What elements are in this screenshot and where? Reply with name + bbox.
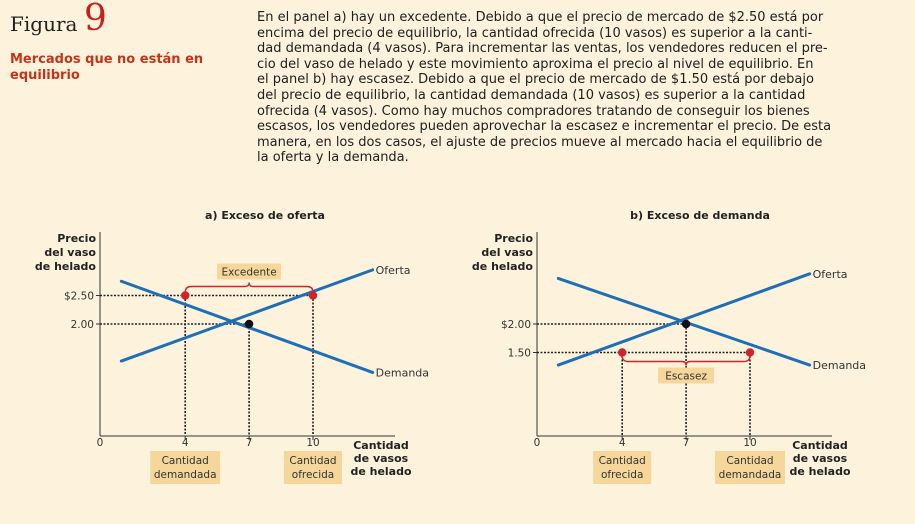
x-tick-label: 0 (96, 437, 104, 449)
y-axis-label: Precio (494, 232, 533, 245)
supply-label: Oferta (375, 263, 411, 277)
y-axis-label: del vaso (44, 246, 96, 259)
caption-line: En el panel a) hay un excedente. Debido a que el precio de mercado de $2.50 está por (257, 10, 824, 25)
x-axis-label: Cantidad (792, 439, 848, 452)
demand-label: Demanda (812, 359, 867, 373)
quantity-box-label: Cantidad (161, 455, 209, 467)
x-tick-label: 0 (533, 437, 541, 449)
x-tick-label: 4 (618, 437, 626, 449)
x-axis-label: de helado (789, 465, 851, 478)
x-tick-label: 7 (245, 437, 253, 449)
caption-line: dad demandada (4 vasos). Para incrementar las ventas, los vendedores reducen el pre- (257, 41, 828, 57)
equilibrium-point (682, 320, 690, 328)
x-axis-label: Cantidad (353, 439, 409, 452)
market-point (309, 291, 317, 299)
figure-subtitle-line: equilibrio (10, 68, 80, 83)
chart-title: a) Exceso de oferta (205, 209, 325, 222)
y-tick-label: 1.50 (507, 347, 531, 360)
gap-label: Escasez (665, 370, 707, 383)
caption-line: ofrecida (4 vasos). Como hay muchos compradores tratando de conseguir los bienes (257, 103, 810, 119)
quantity-box-label: Cantidad (289, 455, 337, 467)
caption-line: escasos, los vendedores pueden aprovechar la escasez e incrementar el precio. De esta (257, 119, 832, 135)
gap-bracket (185, 283, 313, 293)
x-tick-label: 7 (682, 437, 690, 449)
y-tick-label: $2.00 (500, 319, 531, 331)
gap-label: Excedente (221, 266, 277, 279)
x-tick-label: 10 (743, 437, 757, 449)
quantity-box-label: Cantidad (726, 455, 774, 467)
figure-subtitle-line: Mercados que no están en (10, 52, 204, 67)
y-axis-label: de helado (471, 260, 533, 273)
x-axis-label: de helado (350, 465, 412, 478)
caption-line: del precio de equilibrio, la cantidad demandada (10 vasos) es superior a la cantidad (257, 87, 806, 103)
y-axis-label: Precio (57, 232, 96, 245)
x-tick-label: 10 (306, 437, 320, 449)
x-axis-label: de vasos (792, 452, 848, 465)
supply-label: Oferta (812, 267, 848, 281)
demand-label: Demanda (375, 366, 430, 380)
figure-number: 9 (84, 0, 107, 39)
quantity-box-label: ofrecida (600, 469, 644, 481)
caption-line: el panel b) hay escasez. Debido a que el precio de mercado de $1.50 está por debajo (257, 72, 814, 88)
quantity-box-label: demandada (153, 469, 217, 481)
quantity-box-label: demandada (718, 469, 782, 481)
y-axis-label: de helado (34, 260, 96, 273)
market-point (746, 348, 754, 356)
caption-line: manera, en los dos casos, el ajuste de precios mueve al mercado hacia el equilibrio de (257, 134, 823, 150)
supply-line (121, 270, 372, 361)
y-tick-label: $2.50 (63, 290, 94, 303)
market-point (618, 348, 626, 356)
y-axis-label: del vaso (481, 246, 533, 259)
figure-label: Figura (10, 12, 78, 36)
caption-line: cio del vaso de helado y este movimiento aproxima el precio al nivel de equilibrio. En (257, 56, 814, 72)
y-tick-label: 2.00 (70, 319, 94, 331)
chart-title: b) Exceso de demanda (630, 209, 770, 222)
x-tick-label: 4 (181, 437, 189, 449)
equilibrium-point (245, 320, 253, 328)
x-axis-label: de vasos (353, 452, 409, 465)
quantity-box-label: ofrecida (291, 469, 335, 481)
market-point (181, 291, 189, 299)
quantity-box-label: Cantidad (598, 455, 646, 467)
caption-line: encima del precio de equilibrio, la cantidad ofrecida (10 vasos) es superior a la canti- (257, 25, 813, 41)
caption-line: la oferta y la demanda. (257, 150, 409, 166)
